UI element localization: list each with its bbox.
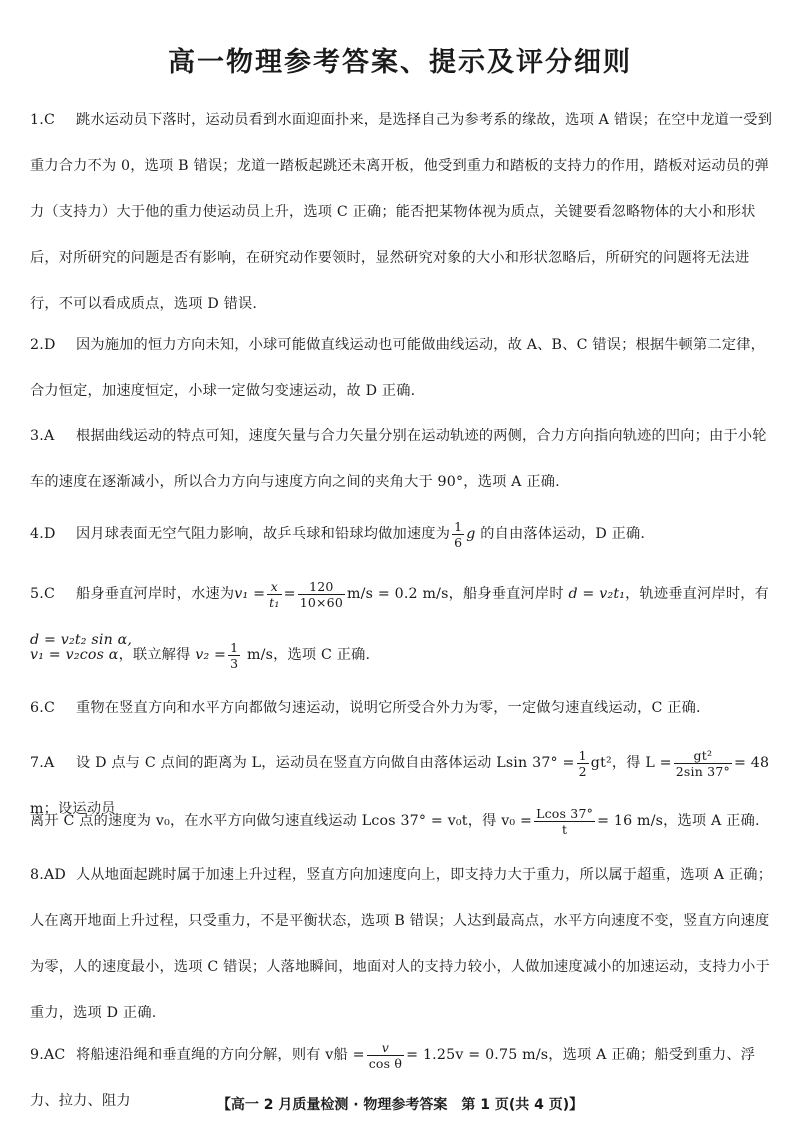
explanation-text: 离开 C 点的速度为 v₀，在水平方向做匀速直线运动 Lcos 37° = v₀t，得 v₀ =	[30, 813, 533, 829]
fraction: $\frac{120}{10\times 60}$	[299, 578, 343, 610]
explanation-text: = 1.25v = 0.75 m/s，选项 A 正确；船受到重力、浮力、拉力、阻力	[30, 1047, 756, 1109]
explanation-text: 将船速沿绳和垂直绳的方向分解，则有 v船 =	[76, 1047, 365, 1063]
math-variable: g	[466, 526, 476, 542]
fraction: $\frac{Lcos 37^\circ}{t}$	[536, 805, 594, 837]
fraction: $\frac{1}{6}$	[454, 518, 463, 550]
question-2	[30, 322, 775, 414]
question-number: 5.	[30, 586, 44, 602]
question-number: 6.	[30, 700, 44, 716]
explanation-text: = 48 m；设运动员	[30, 755, 770, 817]
question-8	[30, 852, 775, 1036]
fraction: $\frac{x}{\text{t₁}}$	[269, 578, 280, 610]
question-5: 5.C 船身垂直河岸时，水速为v₁ = $\frac{x}{\text{t₁}}$ = $\frac{120}{10\times 60}$ m/s = 0.2 m/s，船身垂直河岸时 d = v₂t₁，轨迹垂直河岸时，有 d = v₂t₂ sin α,	[30, 578, 770, 648]
question-4	[30, 511, 775, 557]
page-title: 高一物理参考答案、提示及评分细则	[168, 47, 632, 78]
equation: d = v₂t₂ sin α,	[30, 632, 133, 648]
question-answer: C	[43, 700, 55, 716]
fraction: $\frac{1}{2}$	[578, 747, 587, 779]
question-6	[30, 685, 775, 731]
equation: v₂ =	[195, 647, 227, 663]
question-1	[30, 97, 775, 327]
question-number: 3.	[30, 428, 44, 444]
question-explanation: 跳水运动员下落时，运动员看到水面迎面扑来，是选择自己为参考系的缘故，选项 A 错误；在空中龙道一受到重力合力不为 0，选项 B 错误；龙道一踏板起跳还未离开板，他受到重力和踏板的支持力的作用，踏板对运动员的弹力（支持力）大于他的重力使运动员上升，选项 C 正确；能否把某物体视为质点，关键要看忽略物体的大小和形状后，对所研究的问题是否有影响，在研究动作要领时，显然研究对象的大小和形状忽略后，所研究的问题将无法进行，不可以看成质点，选项 D 错误.	[30, 112, 773, 312]
explanation-text: m/s，选项 C 正确.	[247, 647, 371, 663]
question-explanation-tail: 的自由落体运动，D 正确.	[480, 526, 646, 542]
question-explanation: 因月球表面无空气阻力影响，故乒乓球和铅球均做加速度为	[76, 526, 451, 542]
question-number: 4.	[30, 526, 44, 542]
question-explanation: 重物在竖直方向和水平方向都做匀速运动，说明它所受合外力为零，一定做匀速直线运动，C 正确.	[76, 700, 701, 716]
question-explanation: 人从地面起跳时属于加速上升过程，竖直方向加速度向上，即支持力大于重力，所以属于超重，选项 A 正确；人在离开地面上升过程，只受重力，不是平衡状态，选项 B 错误；人达到最高点，水平方向速度不变，竖直方向速度为零，人的速度最小，选项 C 错误；人落地瞬间，地面对人的支持力较小，人做加速度减小的加速运动，支持力小于重力，选项 D 正确.	[30, 867, 773, 1021]
fraction: $\frac{\text{gt²}}{2\sin 37^\circ}$	[675, 747, 730, 779]
question-number: 7.	[30, 755, 44, 771]
question-answer: D	[43, 337, 56, 353]
question-number: 9.	[30, 1047, 44, 1063]
question-number: 8.	[30, 867, 44, 883]
question-number: 2.	[30, 337, 44, 353]
equation: v₁ =	[234, 586, 266, 602]
question-explanation: 因为施加的恒力方向未知，小球可能做直线运动也可能做曲线运动，故 A、B、C 错误；根据牛顿第二定律，合力恒定，加速度恒定，小球一定做匀变速运动，故 D 正确.	[30, 337, 765, 399]
explanation-text: ，联立解得	[118, 647, 191, 663]
equation: v₁ = v₂cos α	[30, 647, 119, 663]
explanation-text: ，轨迹垂直河岸时，有	[625, 586, 770, 602]
explanation-text: gt²，得 L =	[590, 755, 672, 771]
question-5-line-2	[30, 632, 775, 678]
explanation-text: = 16 m/s，选项 A 正确.	[597, 813, 760, 829]
question-answer: A	[43, 428, 55, 444]
page-footer: 【高一 2 月质量检测 · 物理参考答案 第 1 页(共 4 页)】	[216, 1097, 584, 1113]
question-answer: C	[43, 586, 55, 602]
question-7-line-2	[30, 798, 775, 844]
fraction: $\frac{1}{3}$	[230, 639, 239, 671]
fraction: $\frac{v}{\text{cos θ}}$	[368, 1039, 403, 1071]
question-answer: C	[43, 112, 55, 128]
question-3	[30, 413, 775, 505]
question-number: 1.	[30, 112, 44, 128]
question-explanation: 根据曲线运动的特点可知，速度矢量与合力矢量分别在运动轨迹的两侧，合力方向指向轨迹的凹向；由于小轮车的速度在逐渐减小，所以合力方向与速度方向之间的夹角大于 90°，选项 A 正确.	[30, 428, 767, 490]
question-answer: AC	[43, 1047, 66, 1063]
explanation-text: 船身垂直河岸时，水速为	[76, 586, 235, 602]
explanation-text: m/s = 0.2 m/s，船身垂直河岸时	[347, 586, 564, 602]
question-answer: A	[43, 755, 55, 771]
explanation-text: 设 D 点与 C 点间的距离为 L，运动员在竖直方向做自由落体运动 Lsin 37° =	[76, 755, 575, 771]
equation: d = v₂t₁	[568, 586, 626, 602]
question-answer: AD	[43, 867, 66, 883]
question-answer: D	[43, 526, 56, 542]
